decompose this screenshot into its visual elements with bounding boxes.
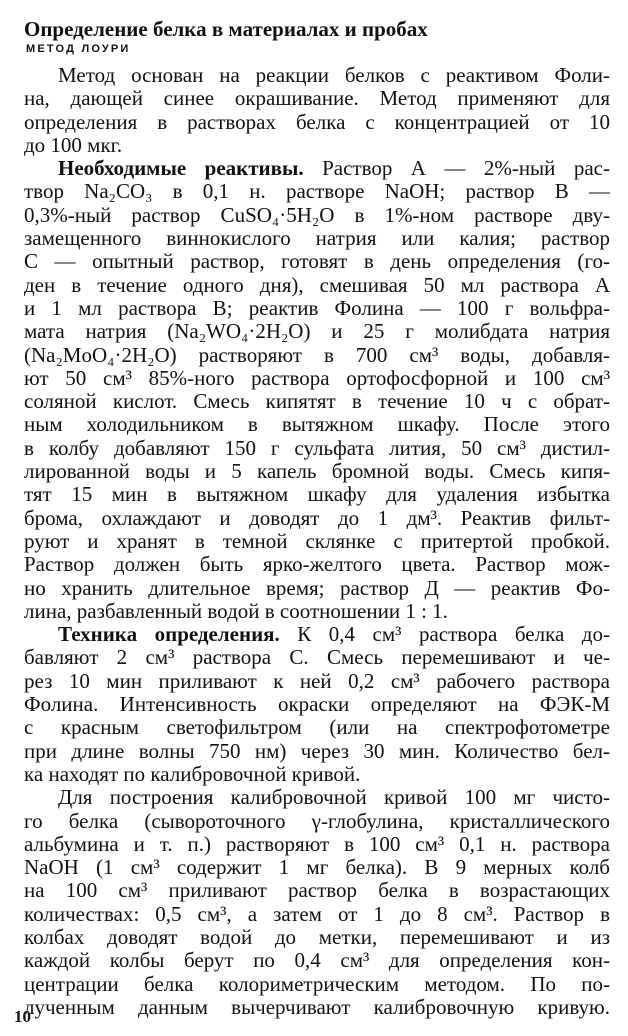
text-line: рез 10 мин приливают к ней 0,2 см³ рабочего раствора [24,669,610,693]
text-line: каждой колбы берут по 0,4 см³ для определения кон- [24,949,610,973]
text-line: тят 15 мин в вытяжном шкафу для удаления избытка [24,483,610,507]
text-line: лина, разбавленный водой в соотношении 1 : 1. [24,599,448,623]
text-line: Фолина. Интенсивность окраски определяют на ФЭК-М [24,693,610,717]
text-line: замещенного виннокислого натрия или калия; раствор [24,227,610,251]
text-line: Для построения калибровочной кривой 100 мг чисто- [58,786,610,810]
text-line: лученным данным вычерчивают калибровочную кривую. [24,995,610,1019]
text-line: но хранить длительное время; раствор Д — реактив Фо- [24,576,610,600]
text-line: NaOH (1 см³ содержит 1 мг белка). В 9 мерных колб [24,856,610,880]
text-line: центрации белка колориметрическим методом. По по- [24,972,610,996]
section-title: Определение белка в материалах и пробах [24,17,428,41]
text-line: ка находят по калибровочной кривой. [24,762,361,786]
text-run: К 0,4 см³ раствора белка до- [279,623,610,647]
text-line: колбах доводят водой до метки, перемешивают и из [24,925,610,949]
text-line: на, дающей синее окрашивание. Метод применяют для [24,87,610,111]
text-line: бавляют 2 см³ раствора С. Смесь перемешивают и че- [24,646,610,670]
text-line: с красным светофильтром (или на спектрофотометре [24,716,610,740]
text-line: мата натрия (Na₂WO₄·2H₂O) и 25 г молибдата натрия [24,320,610,344]
text-line: твор Na₂CO₃ в 0,1 н. растворе NaOH; раствор В — [24,180,610,204]
text-line: на 100 см³ приливают раствор белка в возрастающих [24,879,610,903]
text-line: Метод основан на реакции белков с реактивом Фоли- [58,64,610,87]
text-line: ден в течение одного дня), смешивая 50 мл раствора А [24,273,610,297]
text-line: количествах: 0,5 см³, а затем от 1 до 8 см³. Раствор в [24,902,610,926]
text-line: в колбу добавляют 150 г сульфата лития, 50 см³ дистил- [24,436,610,460]
page-number: 10 [14,1007,31,1026]
technique-heading: Техника определения. [58,623,280,647]
method-subtitle: МЕТОД ЛОУРИ [26,43,131,55]
text-line [24,623,610,646]
text-line: 0,3%-ный раствор CuSO₄·5H₂O в 1%-ном растворе дву- [24,203,610,227]
text-run: Раствор А — 2%-ный рас- [303,157,610,181]
text-line: до 100 мкг. [24,133,123,157]
text-line: (Na₂MoO₄·2H₂O) растворяют в 700 см³ воды, добавля- [24,343,610,367]
text-line: ют 50 см³ 85%-ного раствора ортофосфорной и 100 см³ [24,366,610,390]
text-line [24,157,610,180]
text-line: при длине волны 750 нм) через 30 мин. Количество бел- [24,739,610,763]
text-line: лированной воды и 5 капель бромной воды. Смесь кипя- [24,460,610,484]
text-line: Раствор должен быть ярко-желтого цвета. Раствор мож- [24,553,610,577]
text-line: альбумина и т. п.) растворяют в 100 см³ 0,1 н. раствора [24,832,610,856]
reagents-heading: Необходимые реактивы. [58,157,304,181]
text-line: и 1 мл раствора В; реактив Фолина — 100 г вольфра- [24,296,610,320]
text-line: соляной кислот. Смесь кипятят в течение 10 ч с обрат- [24,390,610,414]
text-line: ным холодильником в вытяжном шкафу. После этого [24,413,610,437]
text-line: брома, охлаждают и доводят до 1 дм³. Реактив фильт- [24,506,610,530]
page-body [24,64,610,1019]
text-line: го белка (сывороточного γ-глобулина, кристаллического [24,809,610,833]
text-line: руют и хранят в темной склянке с притертой пробкой. [24,529,610,553]
text-line: определения в растворах белка с концентрацией от 10 [24,110,610,134]
text-line: С — опытный раствор, готовят в день определения (го- [24,250,610,274]
